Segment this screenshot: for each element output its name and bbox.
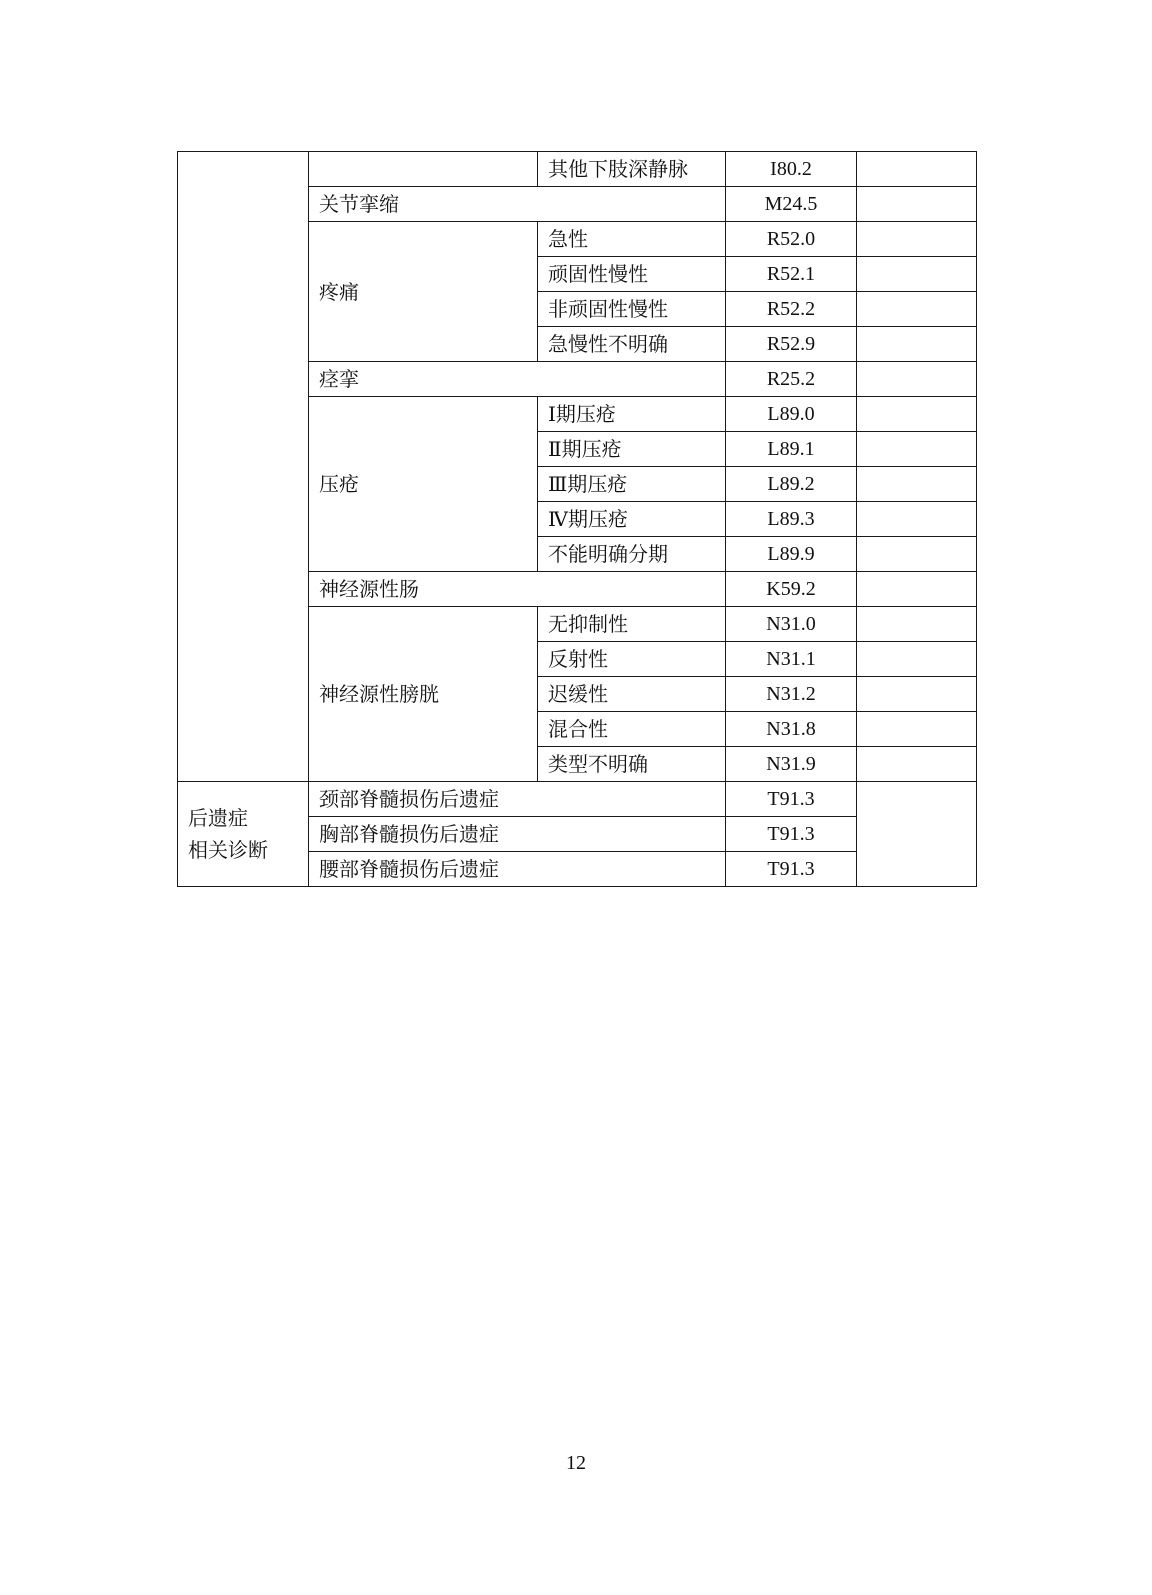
notes-cell xyxy=(857,397,977,432)
icd-code-cell: R25.2 xyxy=(726,362,857,397)
sub-item-cell: 急慢性不明确 xyxy=(538,327,726,362)
icd-code-cell: L89.0 xyxy=(726,397,857,432)
icd-code-cell: T91.3 xyxy=(726,817,857,852)
icd-code-cell: L89.1 xyxy=(726,432,857,467)
notes-cell xyxy=(857,222,977,257)
notes-cell xyxy=(857,747,977,782)
notes-cell xyxy=(857,502,977,537)
sub-item-cell: 非顽固性慢性 xyxy=(538,292,726,327)
notes-cell xyxy=(857,187,977,222)
icd-code-cell: L89.9 xyxy=(726,537,857,572)
item-cell-pressure-sore: 压疮 xyxy=(309,397,538,572)
icd-code-cell: K59.2 xyxy=(726,572,857,607)
item-cell: 神经源性肠 xyxy=(309,572,726,607)
item-cell: 胸部脊髓损伤后遗症 xyxy=(309,817,726,852)
notes-cell xyxy=(857,712,977,747)
icd-code-cell: M24.5 xyxy=(726,187,857,222)
sub-item-cell: Ⅱ期压疮 xyxy=(538,432,726,467)
category-label-line1: 后遗症 xyxy=(188,806,248,830)
item-cell-continued xyxy=(309,152,538,187)
sub-item-cell: 急性 xyxy=(538,222,726,257)
category-cell-complications xyxy=(178,152,309,782)
icd-code-cell: R52.9 xyxy=(726,327,857,362)
category-label-line2: 相关诊断 xyxy=(188,838,268,862)
item-cell: 腰部脊髓损伤后遗症 xyxy=(309,852,726,887)
sub-item-cell: 不能明确分期 xyxy=(538,537,726,572)
icd-code-cell: N31.1 xyxy=(726,642,857,677)
sub-item-cell: Ⅰ期压疮 xyxy=(538,397,726,432)
notes-cell xyxy=(857,607,977,642)
notes-cell xyxy=(857,327,977,362)
notes-cell xyxy=(857,152,977,187)
item-cell-neurogenic-bladder: 神经源性膀胱 xyxy=(309,607,538,782)
notes-cell xyxy=(857,782,977,887)
sub-item-cell: 迟缓性 xyxy=(538,677,726,712)
notes-cell xyxy=(857,467,977,502)
item-cell-pain: 疼痛 xyxy=(309,222,538,362)
notes-cell xyxy=(857,642,977,677)
icd-code-cell: T91.3 xyxy=(726,782,857,817)
icd-code-cell: R52.0 xyxy=(726,222,857,257)
notes-cell xyxy=(857,537,977,572)
page-number: 12 xyxy=(566,1452,586,1474)
notes-cell xyxy=(857,677,977,712)
sub-item-cell: 类型不明确 xyxy=(538,747,726,782)
notes-cell xyxy=(857,362,977,397)
table-row xyxy=(178,152,977,187)
item-cell: 颈部脊髓损伤后遗症 xyxy=(309,782,726,817)
item-cell: 关节挛缩 xyxy=(309,187,726,222)
icd-code-cell: L89.2 xyxy=(726,467,857,502)
sub-item-cell: 其他下肢深静脉 xyxy=(538,152,726,187)
diagnosis-code-table xyxy=(177,151,977,887)
sub-item-cell: 顽固性慢性 xyxy=(538,257,726,292)
sub-item-cell: Ⅲ期压疮 xyxy=(538,467,726,502)
icd-code-cell: L89.3 xyxy=(726,502,857,537)
sub-item-cell: 反射性 xyxy=(538,642,726,677)
item-cell: 痉挛 xyxy=(309,362,726,397)
sub-item-cell: 无抑制性 xyxy=(538,607,726,642)
icd-code-cell: R52.1 xyxy=(726,257,857,292)
notes-cell xyxy=(857,257,977,292)
notes-cell xyxy=(857,292,977,327)
icd-code-cell: N31.8 xyxy=(726,712,857,747)
icd-code-cell: N31.0 xyxy=(726,607,857,642)
icd-code-cell: N31.2 xyxy=(726,677,857,712)
icd-code-cell: T91.3 xyxy=(726,852,857,887)
icd-code-cell: I80.2 xyxy=(726,152,857,187)
icd-code-cell: R52.2 xyxy=(726,292,857,327)
notes-cell xyxy=(857,572,977,607)
sub-item-cell: Ⅳ期压疮 xyxy=(538,502,726,537)
category-cell-sequelae xyxy=(178,782,309,887)
sub-item-cell: 混合性 xyxy=(538,712,726,747)
notes-cell xyxy=(857,432,977,467)
icd-code-cell: N31.9 xyxy=(726,747,857,782)
table-row xyxy=(178,782,977,817)
